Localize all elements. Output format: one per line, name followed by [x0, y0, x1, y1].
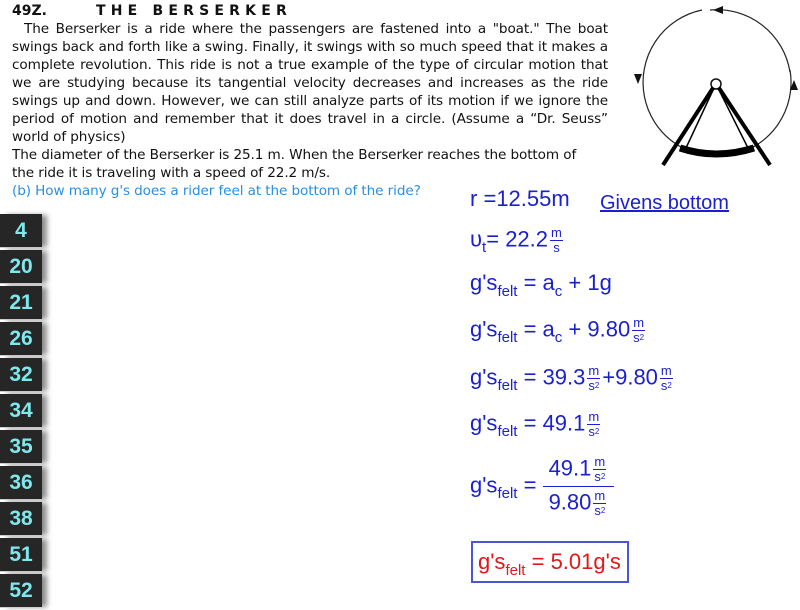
problem-number: 49Z.: [12, 3, 47, 19]
math-rhs: + 9.80: [568, 316, 631, 342]
nav-label: 36: [9, 470, 33, 494]
unit-num: m: [588, 409, 600, 424]
unit-den: [594, 504, 605, 518]
unit-fraction: [660, 364, 673, 393]
math-var: g's: [470, 316, 498, 342]
math-var: g's: [470, 270, 498, 295]
math-value: 49.1: [542, 410, 586, 436]
nav-item-20[interactable]: [0, 250, 42, 284]
unit-num: m: [588, 363, 600, 378]
step5-equation: [470, 455, 614, 518]
unit-den: [588, 379, 599, 393]
math-sub: t: [482, 239, 487, 257]
unit-num: m: [594, 454, 606, 469]
unit-den: [633, 331, 644, 345]
nav-item-36[interactable]: [0, 466, 42, 500]
math-value: 22.2: [505, 226, 549, 252]
math-var: g's: [470, 472, 498, 498]
problem-paragraph: The Berserker is a ride where the passengers are fastened into a "boat." The boat swings back and forth like a swing. Finally, it swings with so much speed that it makes a complete revolution. This ride is not a true example of the type of circular motion that we are studying because its tangential velocity decreases and increases as the ride swings up and down. However, we can still analyze parts of its motion if we ignore the period of motion and remember that it does travel in a circle. (Assume a “Dr. Seuss” world of physics): [12, 21, 608, 145]
math-op: +: [602, 364, 616, 390]
unit-fraction: [587, 410, 600, 439]
nav-label: 38: [9, 506, 33, 530]
problem-title: THE BERSERKER: [96, 3, 292, 19]
exponent: 2: [639, 333, 645, 342]
berserker-diagram-icon: [630, 0, 800, 170]
question-b: (b) How many g's does a rider feel at the bottom of the ride?: [12, 183, 421, 199]
math-op: =: [523, 410, 537, 436]
problem-heading: [12, 2, 608, 20]
math-value: 9.80: [548, 489, 592, 515]
nav-item-38[interactable]: [0, 502, 42, 536]
math-var: r: [470, 186, 478, 211]
velocity-equation: [470, 226, 565, 255]
nav-label: 35: [9, 434, 33, 458]
nav-label: 26: [9, 326, 33, 350]
math-op: =: [523, 364, 537, 390]
math-sub: c: [554, 283, 563, 300]
math-var: υ: [470, 226, 483, 252]
math-sub: felt: [497, 423, 518, 441]
nav-label: 34: [9, 398, 33, 422]
ratio-fraction: [543, 455, 615, 518]
given-line-2: the ride it is traveling with a speed of 22.2 m/s.: [12, 165, 331, 181]
unit-den-base: s: [660, 378, 668, 393]
givens-bottom-link[interactable]: Givens bottom: [600, 192, 729, 214]
math-var: g's: [470, 364, 498, 390]
nav-item-35[interactable]: [0, 430, 42, 464]
unit-den-base: s: [633, 330, 640, 345]
math-rhs: = a: [523, 270, 555, 295]
unit-den-base: s: [594, 503, 601, 518]
nav-label: 52: [9, 578, 33, 602]
step1-equation: [470, 270, 612, 300]
math-sub: felt: [497, 283, 518, 300]
math-sub: felt: [497, 329, 518, 347]
unit-num: m: [660, 363, 672, 378]
math-value: 9.80: [615, 364, 658, 390]
exponent: 2: [600, 506, 606, 515]
unit-fraction: [593, 455, 606, 484]
nav-item-21[interactable]: [0, 286, 42, 320]
nav-label: 4: [15, 218, 27, 242]
nav-label: 51: [9, 542, 33, 566]
math-op: =: [483, 186, 497, 211]
math-var: g's: [478, 549, 506, 574]
nav-item-4[interactable]: [0, 214, 42, 248]
nav-item-51[interactable]: [0, 538, 42, 572]
nav-item-52[interactable]: [0, 574, 42, 608]
exponent: 2: [594, 381, 600, 390]
math-var: g's: [470, 410, 498, 436]
step2-equation: [470, 316, 647, 345]
unit-den-base: s: [594, 469, 601, 484]
math-op: =: [523, 472, 537, 498]
given-line-1: The diameter of the Berserker is 25.1 m. When the Berserker reaches the bottom of: [12, 147, 577, 163]
problem-text: [12, 2, 608, 200]
answer-equation: [478, 549, 621, 579]
math-sub: felt: [497, 485, 518, 503]
ratio-denominator: [549, 487, 609, 518]
answer-box: [471, 541, 629, 583]
unit-fraction: [632, 316, 645, 345]
math-rhs: + 1g: [568, 270, 612, 295]
unit-den: [588, 425, 599, 439]
nav-item-26[interactable]: [0, 322, 42, 356]
unit-num: m: [594, 488, 606, 503]
unit-den: [594, 470, 605, 484]
math-sub: felt: [497, 377, 518, 395]
math-sub: felt: [505, 562, 526, 579]
unit-den: s: [553, 240, 560, 255]
unit-num: m: [551, 225, 562, 240]
ratio-numerator: [543, 455, 615, 487]
nav-label: 32: [9, 362, 33, 386]
math-op: =: [486, 226, 500, 252]
nav-item-34[interactable]: [0, 394, 42, 428]
unit-fraction: [593, 489, 606, 518]
exponent: 2: [600, 472, 606, 481]
exponent: 2: [594, 427, 600, 436]
unit-den-base: s: [588, 424, 595, 439]
unit-den-base: s: [588, 378, 595, 393]
math-op: =: [531, 549, 545, 574]
math-rhs: = a: [523, 316, 555, 342]
step4-equation: [470, 410, 602, 439]
math-value: 49.1: [548, 455, 592, 481]
answer-value: 5.01g's: [550, 549, 621, 574]
slide-nav: [0, 214, 44, 610]
unit-den: [661, 379, 672, 393]
nav-item-32[interactable]: [0, 358, 42, 392]
exponent: 2: [667, 381, 672, 390]
math-value: 39.3: [542, 364, 586, 390]
unit-fraction: [550, 226, 563, 255]
nav-label: 20: [9, 254, 33, 278]
math-sub: c: [554, 329, 563, 347]
nav-label: 21: [9, 290, 33, 314]
radius-equation: [470, 186, 570, 212]
math-value: 12.55m: [496, 186, 570, 211]
unit-fraction: [587, 364, 600, 393]
step3-equation: [470, 364, 675, 393]
unit-num: m: [633, 315, 645, 330]
